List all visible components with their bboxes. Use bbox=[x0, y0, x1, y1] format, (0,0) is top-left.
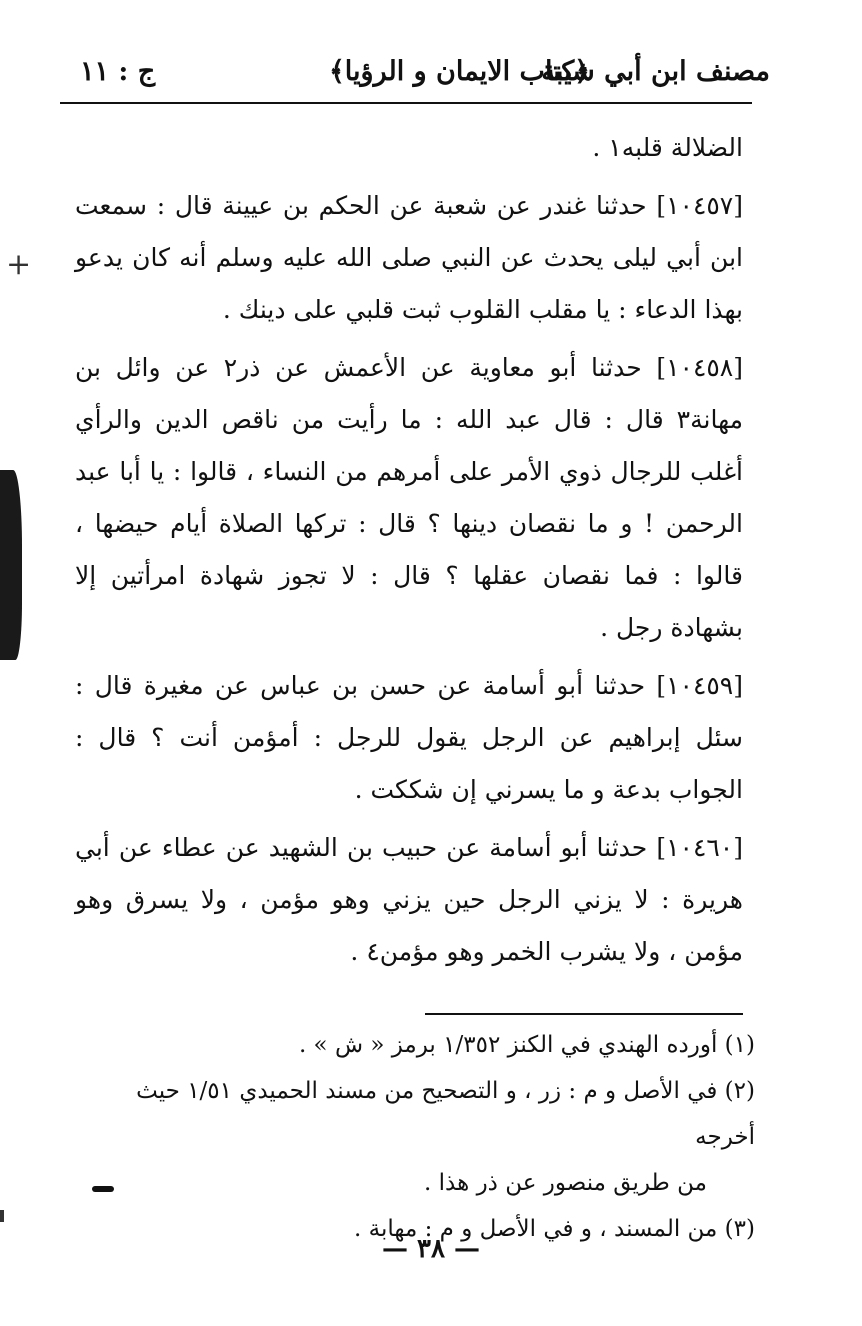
hadith-10458: [١٠٤٥٨] حدثنا أبو معاوية عن الأعمش عن ذر٢ عن وائل بن مهانة٣ قال : قال عبد الله : ما رأيت من ناقص الدين والرأي أغلب للرجال ذوي الأمر على أمرهم من النساء ، قالوا : يا أبا عبد الرحمن ! و ما نقصان دينها ؟ قال : تركها الصلاة أيام حيضها ، قالوا : فما نقصان عقلها ؟ قال : لا تجوز شهادة امرأتين إلا بشهادة رجل . bbox=[75, 353, 743, 642]
footnotes bbox=[75, 1022, 755, 1252]
footnote-3: (٣) من المسند ، و في الأصل و م : مهابة . bbox=[353, 1216, 755, 1242]
scan-crosshair-mark: + bbox=[6, 247, 32, 282]
book-title: مصنف ابن أبي شيبة bbox=[541, 56, 770, 87]
chapter-title: ﴿كتاب الايمان و الرؤيا﴾ bbox=[328, 56, 590, 87]
scan-edge-mark bbox=[0, 1210, 4, 1222]
hadith-10459: [١٠٤٥٩] حدثنا أبو أسامة عن حسن بن عباس عن مغيرة قال : سئل إبراهيم عن الرجل يقول للرجل : أمؤمن أنت ؟ قال : الجواب بدعة و ما يسرني إن شككت . bbox=[75, 671, 743, 804]
running-header bbox=[70, 52, 770, 92]
footnote-2: (٢) في الأصل و م : زر ، و التصحيح من مسند الحميدي ١/٥١ حيث أخرجه bbox=[136, 1078, 755, 1150]
paragraph-continuation: الضلالة قلبه١ . bbox=[592, 133, 743, 162]
main-text bbox=[75, 122, 743, 984]
header-rule bbox=[60, 102, 752, 104]
footnote-rule bbox=[425, 1013, 743, 1015]
scan-dash-mark bbox=[92, 1186, 114, 1192]
scan-edge-shadow bbox=[0, 470, 22, 660]
volume-number: ج : ١١ bbox=[80, 56, 156, 87]
footnote-2-continuation: من طريق منصور عن ذر هذا . bbox=[424, 1170, 707, 1196]
footnote-1: (١) أورده الهندي في الكنز ١/٣٥٢ برمز « ش » . bbox=[298, 1032, 755, 1058]
hadith-10460: [١٠٤٦٠] حدثنا أبو أسامة عن حبيب بن الشهيد عن عطاء عن أبي هريرة : لا يزني الرجل حين يزني وهو مؤمن ، ولا يسرق وهو مؤمن ، ولا يشرب الخمر وهو مؤمن٤ . bbox=[75, 833, 743, 966]
hadith-10457: [١٠٤٥٧] حدثنا غندر عن شعبة عن الحكم بن عيينة قال : سمعت ابن أبي ليلى يحدث عن النبي صلى الله عليه وسلم أنه كان يدعو بهذا الدعاء : يا مقلب القلوب ثبت قلبي على دينك . bbox=[75, 191, 743, 324]
page-number: — ٣٨ — bbox=[381, 1234, 481, 1264]
